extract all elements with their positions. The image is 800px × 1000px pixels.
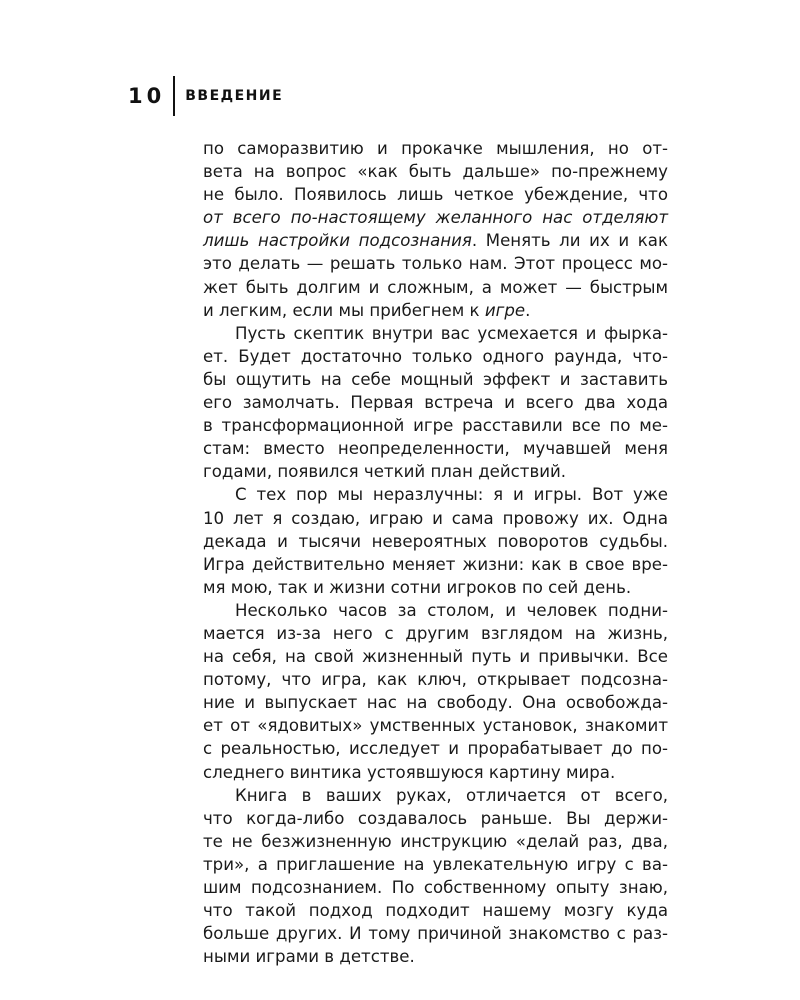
text-line xyxy=(203,599,668,622)
text-line xyxy=(203,299,668,322)
text-run: на себя, на свой жизненный путь и привычки. Все xyxy=(203,647,668,667)
text-line xyxy=(203,368,668,391)
text-line xyxy=(203,761,668,784)
text-run: три», а приглашение на увлекательную игру с ва- xyxy=(203,854,668,874)
text-run: больше других. И тому причиной знакомство с раз- xyxy=(203,924,668,944)
text-run: по саморазвитию и прокачке мышления, но от- xyxy=(203,139,668,158)
text-line xyxy=(203,691,668,714)
text-run: мя мою, так и жизни сотни игроков по сей день. xyxy=(203,577,632,597)
text-run: ние и выпускает нас на свободу. Она освобожда- xyxy=(203,693,668,713)
text-line xyxy=(203,391,668,414)
text-line xyxy=(203,876,668,899)
text-line xyxy=(203,530,668,553)
text-run: ет. Будет достаточно только одного раунда, что- xyxy=(203,346,668,366)
text-line xyxy=(203,229,668,252)
text-line xyxy=(203,853,668,876)
body-text xyxy=(203,137,668,968)
text-run: стам: вместо неопределенности, мучавшей меня xyxy=(203,439,668,459)
text-line xyxy=(203,922,668,945)
text-run: жет быть долгим и сложным, а может — быстрым xyxy=(203,277,668,297)
text-line xyxy=(203,252,668,275)
text-run: и легким, если мы прибегнем к xyxy=(203,300,485,320)
text-run: в трансформационной игре расставили все по ме- xyxy=(203,416,668,436)
italic-text: от всего по-настоящему желанного нас отделяют xyxy=(203,208,668,228)
text-run: Несколько часов за столом, и человек подни- xyxy=(235,600,668,620)
text-run: что когда-либо создавалось раньше. Вы держи- xyxy=(203,808,668,828)
text-line xyxy=(203,414,668,437)
text-run: что такой подход подходит нашему мозгу куда xyxy=(203,901,668,921)
header-divider xyxy=(173,76,175,116)
text-line xyxy=(203,483,668,506)
text-run: Книга в ваших руках, отличается от всего, xyxy=(235,785,668,805)
text-line xyxy=(203,622,668,645)
text-line xyxy=(203,553,668,576)
text-run: следнего винтика устоявшуюся картину мира. xyxy=(203,762,616,782)
page-number: 10 xyxy=(128,84,166,108)
text-line xyxy=(203,714,668,737)
text-run: шим подсознанием. По собственному опыту знаю, xyxy=(203,878,668,897)
text-run: не было. Появилось лишь четкое убеждение, что xyxy=(203,185,668,205)
text-run: ет от «ядовитых» умственных установок, знакомит xyxy=(203,716,668,736)
text-line xyxy=(203,276,668,299)
text-line xyxy=(203,437,668,460)
italic-text: лишь настройки подсознания xyxy=(203,231,472,251)
text-line xyxy=(203,830,668,853)
text-line xyxy=(203,460,668,483)
text-run: мается из-за него с другим взглядом на жизнь, xyxy=(203,623,668,643)
italic-text: игре xyxy=(484,300,526,320)
text-run: те не безжизненную инструкцию «делай раз, два, xyxy=(203,831,668,851)
text-line xyxy=(203,160,668,183)
text-line xyxy=(203,137,668,160)
text-line xyxy=(203,737,668,760)
text-line xyxy=(203,945,668,968)
text-run: С тех пор мы неразлучны: я и игры. Вот уже xyxy=(235,485,668,505)
text-line xyxy=(203,645,668,668)
text-line xyxy=(203,322,668,345)
text-run: с реальностью, исследует и прорабатывает до по- xyxy=(203,739,668,759)
text-run: бы ощутить на себе мощный эффект и заставить xyxy=(203,369,668,389)
text-line xyxy=(203,807,668,830)
text-run: годами, появился четкий план действий. xyxy=(203,462,567,482)
section-title: ВВЕДЕНИЕ xyxy=(185,88,284,104)
text-line xyxy=(203,507,668,530)
text-run: Пусть скептик внутри вас усмехается и фырка- xyxy=(235,323,668,343)
text-line xyxy=(203,784,668,807)
text-run: потому, что игра, как ключ, открывает подсозна- xyxy=(203,670,668,690)
text-line xyxy=(203,345,668,368)
text-line xyxy=(203,206,668,229)
text-run: его замолчать. Первая встреча и всего два хода xyxy=(203,393,668,413)
running-head xyxy=(128,76,283,116)
text-run: 10 лет я создаю, играю и сама провожу их. Одна xyxy=(203,508,668,528)
text-run: Игра действительно меняет жизни: как в свое вре- xyxy=(203,554,668,574)
text-run: . xyxy=(525,300,531,320)
text-run: . Менять ли их и как xyxy=(471,231,668,251)
text-line xyxy=(203,183,668,206)
text-run: декада и тысячи невероятных поворотов судьбы. xyxy=(203,531,668,551)
text-line xyxy=(203,576,668,599)
text-line xyxy=(203,899,668,922)
text-run: ными играми в детстве. xyxy=(203,947,415,967)
text-run: вета на вопрос «как быть дальше» по-прежнему xyxy=(203,162,668,182)
text-line xyxy=(203,668,668,691)
text-run: это делать — решать только нам. Этот процесс мо- xyxy=(203,254,668,274)
